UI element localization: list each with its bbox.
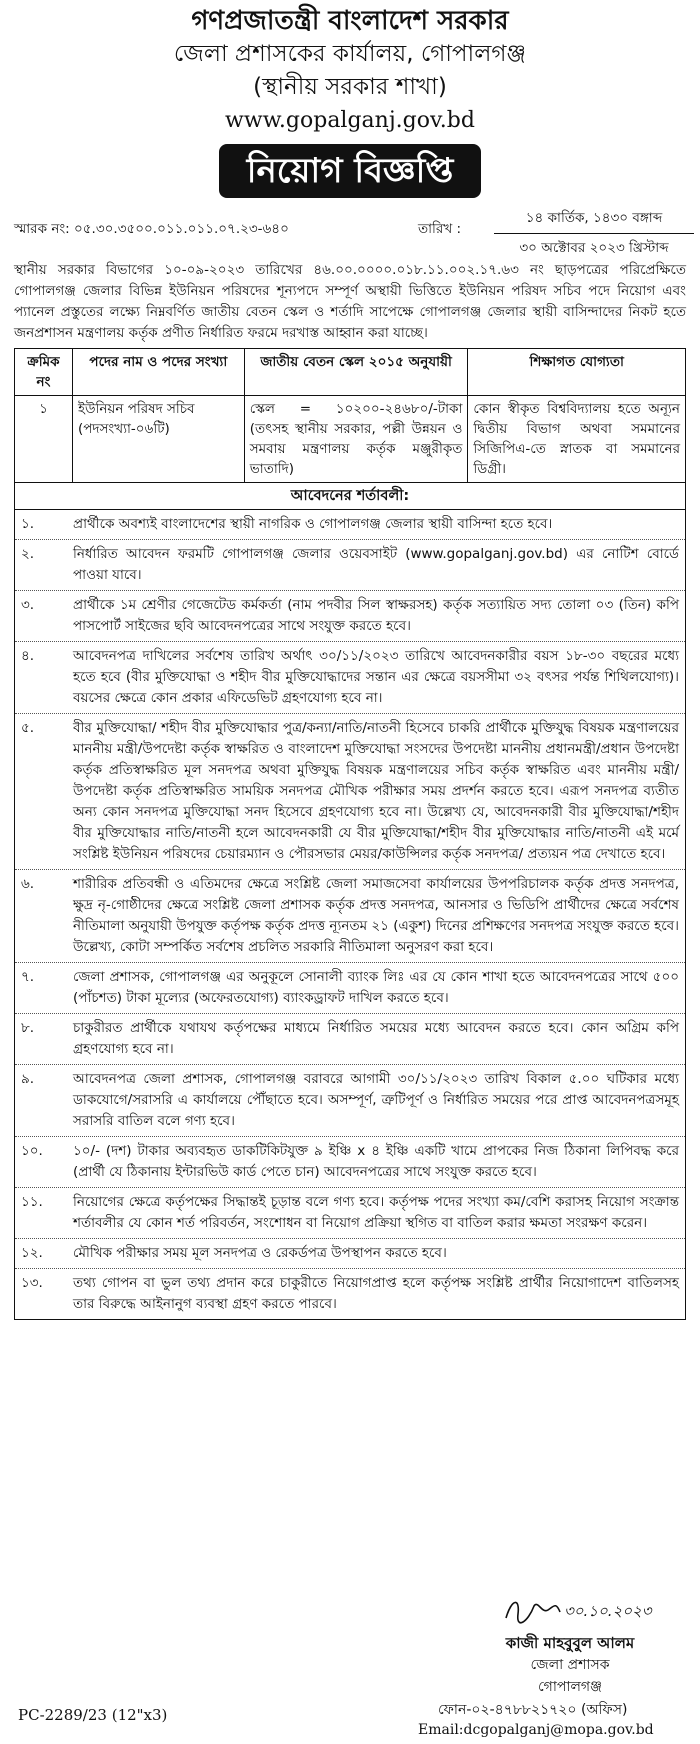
condition-item — [15, 1188, 685, 1239]
condition-item — [15, 1269, 685, 1319]
condition-item — [15, 1065, 685, 1137]
condition-item — [15, 642, 685, 714]
condition-item — [15, 963, 685, 1014]
condition-item — [15, 591, 685, 642]
condition-number: ৫. — [21, 720, 35, 736]
condition-number: ৩. — [21, 597, 35, 613]
condition-text: বীর মুক্তিযোদ্ধা/ শহীদ বীর মুক্তিযোদ্ধার পুত্র/কন্যা/নাতি/নাতনী হিসেবে চাকরি প্রার্থীকে মুক্তিযুদ্ধ বিষয়ক মন্ত্রণালয়ের মাননীয় মন্ত্রী/উপদেষ্টা কর্তৃক স্বাক্ষরিত ও বাংলাদেশ মুক্তিযোদ্ধা সংসদের উপদেষ্টা মাননীয় প্রধানমন্ত্রী/প্রধান উপদেষ্টা কর্তৃক প্রতিস্বাক্ষরিত মূল সনদপত্র অথবা মুক্তিযুদ্ধ বিষয়ক মন্ত্রণালয়ের সচিব কর্তৃক স্বাক্ষরিত এবং মাননীয় মন্ত্রী/উপদেষ্টা কর্তৃক প্রতিস্বাক্ষরিত সাময়িক সনদপত্র মৌখিক পরীক্ষার সময় প্রদর্শন করতে হবে। এরূপ সনদপত্র ব্যতীত অন্য কোন সনদপত্র মুক্তিযোদ্ধা সনদ হিসেবে গ্রহণযোগ্য হবে না। উল্লেখ্য যে, আবেদনকারী বীর মুক্তিযোদ্ধা/শহীদ বীর মুক্তিযোদ্ধার নাতি/নাতনী হলে আবেদনকারী যে বীর মুক্তিযোদ্ধা/শহীদ বীর মুক্তিযোদ্ধার নাতি/নাতনী এই মর্মে সংশ্লিষ্ট ইউনিয়ন পরিষদের চেয়ারম্যান ও পৌরসভার মেয়র/কাউন্সিলর কর্তৃক সনদপত্র/ প্রত্যয়ন পত্র দেখাতে হবে। — [73, 720, 680, 862]
condition-item — [15, 714, 685, 870]
condition-number: ৯. — [21, 1071, 35, 1087]
condition-number: ১৩. — [21, 1275, 43, 1291]
post-table — [14, 348, 686, 1320]
col-header-qualification: শিক্ষাগত যোগ্যতা — [468, 349, 686, 396]
condition-item — [15, 1137, 685, 1188]
pc-code: PC-2289/23 (12"x3) — [18, 1706, 168, 1724]
condition-number: ৭. — [21, 969, 35, 985]
office-phone: ফোন-০২-৪৭৮৮২১৭২০ (অফিস) — [438, 1702, 628, 1718]
condition-text: আবেদনপত্র জেলা প্রশাসক, গোপালগঞ্জ বরাবরে আগামী ৩০/১১/২০২৩ তারিখ বিকাল ৫.০০ ঘটিকার মধ্যে ডাকযোগে/সরাসরি এ কার্যালয়ে পৌঁছাতে হবে। অসম্পূর্ণ, ত্রুটিপূর্ণ ও নির্ধারিত সময়ের পরে প্রাপ্ত আবেদনপত্রসমূহ সরাসরি বাতিল বলে গণ্য হবে। — [73, 1071, 679, 1129]
conditions-row — [15, 510, 686, 1320]
condition-number: ৪. — [21, 648, 35, 664]
condition-text: জেলা প্রশাসক, গোপালগঞ্জ এর অনুকূলে সোনালী ব্যাংক লিঃ এর যে কোন শাখা হতে আবেদনপত্রের সাথে ৫০০ (পাঁচশত) টাকা মূল্যের (অফেরতযোগ্য) ব্যাংকড্রাফট দাখিল করতে হবে। — [73, 969, 679, 1006]
branch-name: (স্থানীয় সরকার শাখা) — [253, 74, 447, 100]
condition-text: প্রার্থীকে ১ম শ্রেণীর গেজেটেড কর্মকর্তা (নাম পদবীর সিল স্বাক্ষরসহ) কর্তৃক সত্যায়িত সদ্য তোলা ০৩ (তিন) কপি পাসপোর্ট সাইজের ছবি আবেদনপত্রের সাথে সংযুক্ত করতে হবে। — [73, 597, 679, 634]
cell-post: ইউনিয়ন পরিষদ সচিব (পদসংখ্যা-০৬টি) — [72, 396, 244, 483]
website-link[interactable]: www.gopalganj.gov.bd — [225, 108, 475, 133]
office-email[interactable]: Email:dcgopalganj@mopa.gov.bd — [418, 1722, 654, 1738]
conditions-title-row — [15, 483, 686, 510]
header — [0, 4, 700, 138]
notice-title: নিয়োগ বিজ্ঞপ্তি — [219, 144, 482, 198]
condition-number: ১১. — [21, 1194, 43, 1210]
reference-row — [14, 204, 686, 258]
condition-text: ১০/- (দশ) টাকার অব্যবহৃত ডাকটিকিটযুক্ত ৯ ইঞ্চি x ৪ ইঞ্চি একটি খামে প্রাপকের নিজ ঠিকানা লিপিবদ্ধ করে (প্রার্থী যে ঠিকানায় ইন্টারভিউ কার্ড পেতে চান) আবেদনপত্রের সাথে সংযুক্ত করতে হবে। — [73, 1143, 679, 1180]
cell-serial: ১ — [15, 396, 73, 483]
signature-image — [460, 1592, 680, 1632]
handwritten-signature — [500, 1592, 652, 1628]
condition-number: ১০. — [21, 1143, 43, 1159]
condition-text: আবেদনপত্র দাখিলের সর্বশেষ তারিখ অর্থাৎ ৩০/১১/২০২৩ তারিখে আবেদনকারীর বয়স ১৮-৩০ বছরের মধ্যে হতে হবে (বীর মুক্তিযোদ্ধা ও শহীদ বীর মুক্তিযোদ্ধাদের সন্তান এর ক্ষেত্রে বয়সসীমা ৩২ বৎসর পর্যন্ত শিথিলযোগ্য)। বয়সের ক্ষেত্রে কোন প্রকার এফিডেভিট গ্রহণযোগ্য হবে না। — [73, 648, 679, 706]
condition-number: ৬. — [21, 876, 35, 892]
signature-date: ৩০.১০.২০২৩ — [564, 1602, 652, 1620]
condition-item — [15, 540, 685, 591]
date-box — [494, 204, 694, 263]
date-bangla: ১৪ কার্তিক, ১৪৩০ বঙ্গাব্দ — [494, 204, 694, 234]
condition-item — [15, 510, 685, 540]
date-label: তারিখ : — [418, 221, 462, 237]
memo-number: স্মারক নং: ০৫.৩০.৩৫০০.০১১.০১১.০৭.২৩-৬৪০ — [14, 221, 289, 237]
condition-number: ১. — [21, 516, 35, 532]
col-header-post: পদের নাম ও পদের সংখ্যা — [72, 349, 244, 396]
condition-item — [15, 1239, 685, 1269]
signature-block — [460, 1592, 680, 1698]
signatory-designation: জেলা প্রশাসক — [530, 1657, 610, 1673]
conditions-list — [15, 510, 686, 1320]
condition-number: ৮. — [21, 1020, 35, 1036]
cell-qualification: কোন স্বীকৃত বিশ্ববিদ্যালয় হতে অন্যূন দ্বিতীয় বিভাগ অথবা সমমানের সিজিপিএ-তে স্নাতক বা সমমানের ডিগ্রী। — [468, 396, 686, 483]
conditions-title: আবেদনের শর্তাবলী: — [15, 483, 686, 510]
condition-text: প্রার্থীকে অবশ্যই বাংলাদেশের স্থায়ী নাগরিক ও গোপালগঞ্জ জেলার স্থায়ী বাসিন্দা হতে হবে। — [73, 516, 553, 532]
condition-item — [15, 870, 685, 963]
govt-title: গণপ্রজাতন্ত্রী বাংলাদেশ সরকার — [191, 6, 509, 36]
signatory-name: কাজী মাহবুবুল আলম — [505, 1634, 635, 1652]
condition-number: ১২. — [21, 1245, 43, 1261]
condition-number: ২. — [21, 546, 35, 562]
condition-text: শারীরিক প্রতিবন্ধী ও এতিমদের ক্ষেত্রে সংশ্লিষ্ট জেলা সমাজসেবা কার্যালয়ের উপপরিচালক কর্তৃক প্রদত্ত সনদপত্র, ক্ষুদ্র নৃ-গোষ্ঠীদের ক্ষেত্রে সংশ্লিষ্ট জেলা প্রশাসক কর্তৃক প্রদত্ত সনদপত্র, আনসার ও ভিডিপি প্রার্থীদের ক্ষেত্রে সর্বশেষ নীতিমালা অনুযায়ী উপযুক্ত কর্তৃপক্ষ কর্তৃক প্রদত্ত ন্যূনতম ২১ (একুশ) দিনের প্রশিক্ষণের সনদপত্র সংযুক্ত করতে হবে। উল্লেখ্য, কোটা সম্পর্কিত সর্বশেষ প্রচলিত সরকারি নীতিমালা অনুসরণ করা হবে। — [73, 876, 679, 955]
condition-item — [15, 1014, 685, 1065]
condition-text: চাকুরীরত প্রার্থীকে যথাযথ কর্তৃপক্ষের মাধ্যমে নির্ধারিত সময়ের মধ্যে আবেদন করতে হবে। কোন অগ্রিম কপি গ্রহণযোগ্য হবে না। — [73, 1020, 679, 1057]
condition-text: নির্ধারিত আবেদন ফরমটি গোপালগঞ্জ জেলার ওয়েবসাইট (www.gopalganj.gov.bd) এর নোটিশ বোর্ডে পাওয়া যাবে। — [73, 546, 679, 583]
table-row — [15, 396, 686, 483]
date-english: ৩০ অক্টোবর ২০২৩ খ্রিস্টাব্দ — [519, 240, 669, 256]
table-header-row — [15, 349, 686, 396]
signatory-place: গোপালগঞ্জ — [537, 1679, 603, 1695]
office-name: জেলা প্রশাসকের কার্যালয়, গোপালগঞ্জ — [173, 41, 527, 67]
cell-scale: স্কেল = ১০২০০-২৪৬৮০/-টাকা (তৎসহ স্থানীয় সরকার, পল্লী উন্নয়ন ও সমবায় মন্ত্রণালয় কর্তৃক মঞ্জুরীকৃত ভাতাদি) — [244, 396, 468, 483]
intro-paragraph: স্থানীয় সরকার বিভাগের ১০-০৯-২০২৩ তারিখের ৪৬.০০.০০০০.০১৮.১১.০০২.১৭.৬৩ নং ছাড়পত্রের পরিপ্রেক্ষিতে গোপালগঞ্জ জেলার বিভিন্ন ইউনিয়ন পরিষদের শূন্যপদে সম্পূর্ণ অস্থায়ী ভিত্তিতে ইউনিয়ন পরিষদ সচিব পদে নিয়োগ এবং প্যানেল প্রস্তুতের লক্ষ্যে নিম্নবর্ণিত জাতীয় বেতন স্কেল ও শর্তাদি সাপেক্ষে গোপালগঞ্জ জেলার স্থায়ী বাসিন্দাদের নিকট হতে জনপ্রশাসন মন্ত্রণালয় কর্তৃক প্রণীত নির্ধারিত ফরমে দরখাস্ত আহ্বান করা যাচ্ছে। — [14, 262, 686, 341]
title-banner-wrap — [0, 144, 700, 200]
condition-text: নিয়োগের ক্ষেত্রে কর্তৃপক্ষের সিদ্ধান্তই চূড়ান্ত বলে গণ্য হবে। কর্তৃপক্ষ পদের সংখ্যা কম/বেশি করাসহ নিয়োগ সংক্রান্ত শর্তাবলীর যে কোন শর্ত পরিবর্তন, সংশোধন বা নিয়োগ প্রক্রিয়া স্থগিত বা বাতিল করার ক্ষমতা সংরক্ষণ করেন। — [73, 1194, 679, 1231]
col-header-scale: জাতীয় বেতন স্কেল ২০১৫ অনুযায়ী — [244, 349, 468, 396]
condition-text: মৌখিক পরীক্ষার সময় মূল সনদপত্র ও রেকর্ডপত্র উপস্থাপন করতে হবে। — [73, 1245, 447, 1261]
col-header-serial: ক্রমিক নং — [15, 349, 73, 396]
condition-text: তথ্য গোপন বা ভুল তথ্য প্রদান করে চাকুরীতে নিয়োগপ্রাপ্ত হলে কর্তৃপক্ষ সংশ্লিষ্ট প্রার্থীর নিয়োগাদেশ বাতিলসহ তার বিরুদ্ধে আইনানুগ ব্যবস্থা গ্রহণ করতে পারবে। — [73, 1275, 679, 1312]
